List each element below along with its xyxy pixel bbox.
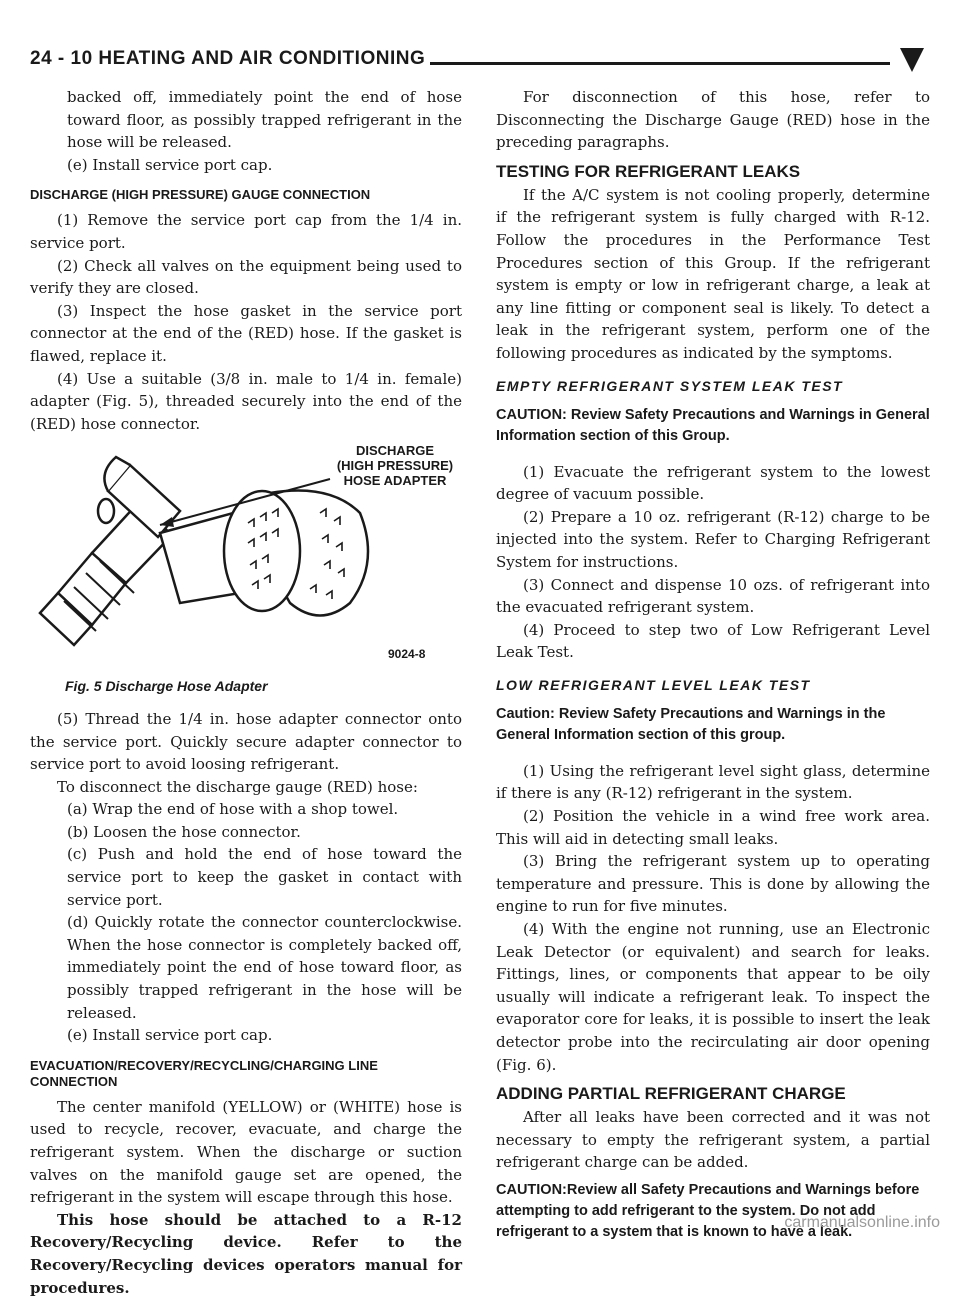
paragraph-bold: This hose should be attached to a R-12 Recovery/Recycling device. Refer to the Recovery/Recycling devices operators manual for procedures. <box>30 1210 462 1297</box>
header-rule <box>430 62 890 65</box>
heading-evacuation-line: EVACUATION/RECOVERY/RECYCLING/CHARGING LINE CONNECTION <box>30 1057 378 1089</box>
list-item: (1) Using the refrigerant level sight glass, determine if there is any (R-12) refrigerant in the system. <box>496 761 930 803</box>
list-item: (c) Push and hold the end of hose toward the service port to keep the gasket in contact with service port. <box>67 845 462 909</box>
list-item: (1) Evacuate the refrigerant system to the lowest degree of vacuum possible. <box>496 462 930 504</box>
caution-note: Caution: Review Safety Precautions and Warnings in the General Information section of this group. <box>496 705 886 743</box>
heading-testing-leaks: TESTING FOR REFRIGERANT LEAKS <box>496 161 801 181</box>
list-item: (4) Use a suitable (3/8 in. male to 1/4 in. female) adapter (Fig. 5), threaded securely into the end of the (RED) hose connector. <box>30 369 462 433</box>
heading-adding-charge: ADDING PARTIAL REFRIGERANT CHARGE <box>496 1084 846 1104</box>
list-item: (3) Bring the refrigerant system up to operating temperature and pressure. This is done by allowing the engine to run for five minutes. <box>496 852 930 916</box>
heading-empty-system-test: EMPTY REFRIGERANT SYSTEM LEAK TEST <box>496 377 844 394</box>
header-title: 24 - 10 HEATING AND AIR CONDITIONING <box>30 48 426 69</box>
right-column <box>496 86 930 1257</box>
list-item: (2) Check all valves on the equipment being used to verify they are closed. <box>30 256 462 298</box>
paragraph: To disconnect the discharge gauge (RED) hose: <box>57 777 418 796</box>
list-item: (e) Install service port cap. <box>67 1026 273 1045</box>
paragraph: backed off, immediately point the end of hose toward floor, as possibly trapped refrigerant in the hose will be released. <box>67 88 462 152</box>
list-item: (3) Connect and dispense 10 ozs. of refrigerant into the evacuated refrigerant system. <box>496 575 930 617</box>
list-item: (1) Remove the service port cap from the 1/4 in. service port. <box>30 211 462 252</box>
paragraph: After all leaks have been corrected and it was not necessary to empty the refrigerant system, a partial refrigerant charge can be added. <box>496 1108 930 1172</box>
left-column <box>30 86 462 1299</box>
chrysler-pentastar-icon <box>900 48 924 72</box>
paragraph: The center manifold (YELLOW) or (WHITE) hose is used to recycle, recover, evacuate, and charge the refrigerant system. When the discharge or suction valves on the manifold gauge set are opened, the refrigerant in the system will escape through this hose. <box>30 1097 462 1207</box>
heading-low-level-test: LOW REFRIGERANT LEVEL LEAK TEST <box>496 676 811 693</box>
figure-5 <box>30 443 462 675</box>
list-item: (4) Proceed to step two of Low Refrigerant Level Leak Test. <box>496 620 930 662</box>
page-header <box>30 42 930 82</box>
paragraph: For disconnection of this hose, refer to Disconnecting the Discharge Gauge (RED) hose in the preceding paragraphs. <box>496 88 930 152</box>
list-item: (3) Inspect the hose gasket in the service port connector at the end of the (RED) hose. If the gasket is flawed, replace it. <box>30 301 462 365</box>
caution-note: CAUTION:Review all Safety Precautions and Warnings before attempting to add refrigerant to the system. Do not add refrigerant to a system that is known to have a leak. <box>496 1181 920 1240</box>
list-item: (5) Thread the 1/4 in. hose adapter connector onto the service port. Quickly secure adapter connector to service port to avoid loosing refrigerant. <box>30 709 462 774</box>
figure-callout <box>330 443 460 488</box>
figure-id: 9024-8 <box>388 647 426 662</box>
watermark: carmanualsonline.info <box>784 1214 940 1231</box>
list-item: (2) Prepare a 10 oz. refrigerant (R-12) charge to be injected into the system. Refer to Charging Refrigerant System for instructions. <box>496 507 930 571</box>
list-item: (2) Position the vehicle in a wind free work area. This will aid in detecting small leaks. <box>496 807 930 848</box>
caution-note: CAUTION: Review Safety Precautions and Warnings in General Information section of this Group. <box>496 406 930 444</box>
list-item: (b) Loosen the hose connector. <box>67 822 301 841</box>
callout-line: HOSE ADAPTER <box>343 473 447 489</box>
callout-line: DISCHARGE <box>355 443 434 459</box>
heading-discharge-connection: DISCHARGE (HIGH PRESSURE) GAUGE CONNECTION <box>30 187 371 203</box>
list-item: (a) Wrap the end of hose with a shop towel. <box>67 800 399 819</box>
list-item: (e) Install service port cap. <box>67 155 273 174</box>
figure-caption: Fig. 5 Discharge Hose Adapter <box>65 678 268 695</box>
paragraph: If the A/C system is not cooling properly, determine if the refrigerant system is fully charged with R-12. Follow the procedures in the Performance Test Procedures section of this Group. If the refrigerant system is empty or low in refrigerant charge, a leak at any line fitting or component seal is likely. To detect a leak in the refrigerant system, perform one of the following procedures as indicated by the symptoms. <box>496 185 930 362</box>
callout-line: (HIGH PRESSURE) <box>336 458 454 474</box>
list-item: (d) Quickly rotate the connector counterclockwise. When the hose connector is completely backed off, immediately point the end of hose toward floor, as possibly trapped refrigerant in the hose will be released. <box>67 913 462 1022</box>
list-item: (4) With the engine not running, use an Electronic Leak Detector (or equivalent) and search for leaks. Fittings, lines, or components that appear to be oily usually will indicate a refrigerant leak. To inspect the evaporator core for leaks, it is possible to insert the leak detector probe into the recirculating air door opening (Fig. 6). <box>496 920 930 1074</box>
